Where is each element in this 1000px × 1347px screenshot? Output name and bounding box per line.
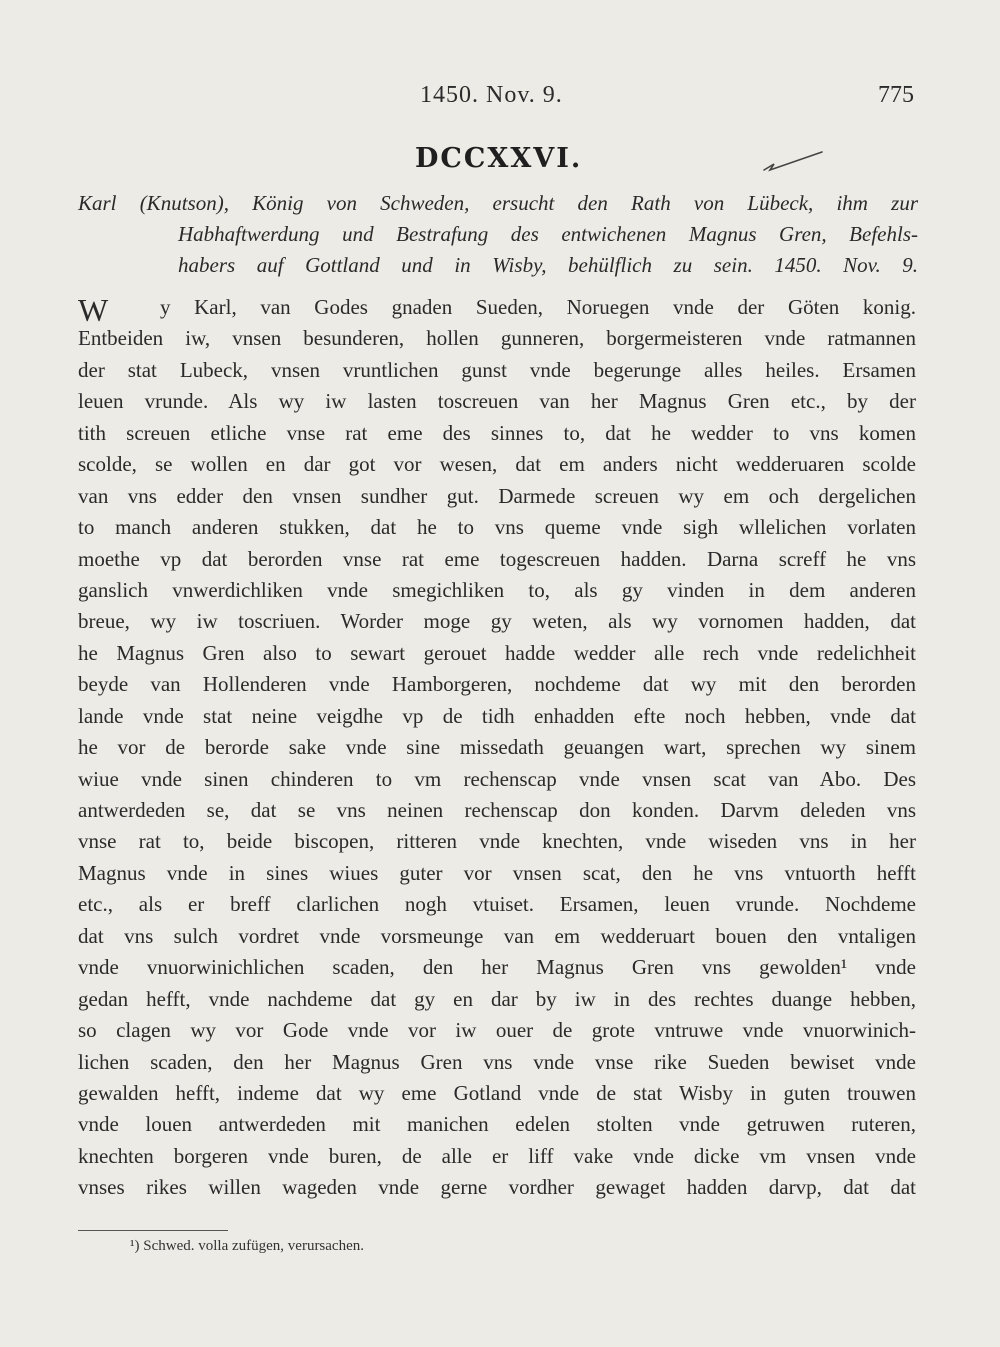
body-line: gedan hefft, vnde nachdeme dat gy en dar by iw in des rechtes duange hebben, xyxy=(78,986,916,1011)
body-line: breue, wy iw toscriuen. Worder moge gy weten, als wy vornomen hadden, dat xyxy=(78,609,916,634)
footnote: ¹) Schwed. volla zufügen, verursachen. xyxy=(130,1238,364,1254)
body-line: beyde van Hollenderen vnde Hamborgeren, nochdeme dat wy mit den berorden xyxy=(78,672,916,697)
body-line: he Magnus Gren also to sewart gerouet hadde wedder alle rech vnde redelichheit xyxy=(78,640,916,665)
summary-line: Karl (Knutson), König von Schweden, ersucht den Rath von Lübeck, ihm zur xyxy=(78,191,918,215)
body-line: ganslich vnwerdichliken vnde smegichliken to, als gy vinden in dem anderen xyxy=(78,577,916,602)
body-line: dat vns sulch vordret vnde vorsmeunge van em wedderuart bouen den vntaligen xyxy=(78,923,916,948)
document-summary xyxy=(78,188,918,281)
body-line: scolde, se wollen en dar got vor wesen, dat em anders nicht wedderuaren scolde xyxy=(78,452,916,477)
body-line: Magnus vnde in sines wiues guter vor vnsen scat, den he vns vntuorth hefft xyxy=(78,860,916,885)
body-line: y Karl, van Godes gnaden Sueden, Noruegen vnde der Göten konig. xyxy=(160,295,916,319)
body-line: vnde vnuorwinichlichen scaden, den her Magnus Gren vns gewolden¹ vnde xyxy=(78,955,916,980)
letter-body xyxy=(78,292,916,1204)
body-line: vnde louen antwerdeden mit manichen edelen stolten vnde getruwen ruteren, xyxy=(78,1112,916,1137)
body-line: tith screuen etliche vnse rat eme des sinnes to, dat he wedder to vns komen xyxy=(78,420,916,445)
body-line: lande vnde stat neine veigdhe vp de tidh enhadden efte noch hebben, vnde dat xyxy=(78,703,916,728)
body-line: etc., als er breff clarlichen nogh vtuiset. Ersamen, leuen vrunde. Nochdeme xyxy=(78,892,916,917)
body-line: gewalden hefft, indeme dat wy eme Gotland vnde de stat Wisby in guten trouwen xyxy=(78,1080,916,1105)
body-line: knechten borgeren vnde buren, de alle er liff vake vnde dicke vm vnsen vnde xyxy=(78,1143,916,1168)
body-line: leuen vrunde. Als wy iw lasten toscreuen van her Magnus Gren etc., by der xyxy=(78,389,916,414)
header-date: 1450. Nov. 9. xyxy=(420,82,563,108)
initial-letter: W xyxy=(78,292,109,328)
body-line: moethe vp dat berorden vnse rat eme togescreuen hadden. Darna screff he vns xyxy=(78,546,916,571)
footnote-divider xyxy=(78,1230,228,1231)
body-line: lichen scaden, den her Magnus Gren vns vnde vnse rike Sueden bewiset vnde xyxy=(78,1049,916,1074)
running-header xyxy=(0,82,1000,112)
body-line: he vor de berorde sake vnde sine missedath geuangen wart, sprechen wy sinem xyxy=(78,735,916,760)
body-line: der stat Lubeck, vnsen vruntlichen gunst vnde begerunge alles heiles. Ersamen xyxy=(78,357,916,382)
body-line: wiue vnde sinen chinderen to vm rechenscap vnde vnsen scat van Abo. Des xyxy=(78,766,916,791)
body-line: antwerdeden se, dat se vns neinen rechenscap don konden. Darvm deleden vns xyxy=(78,798,916,822)
pencil-check-mark-icon xyxy=(760,148,830,178)
body-line: so clagen wy vor Gode vnde vor iw ouer de grote vntruwe vnde vnuorwinich- xyxy=(78,1018,916,1043)
page-number: 775 xyxy=(878,82,914,108)
body-line: to manch anderen stukken, dat he to vns queme vnde sigh wllelichen vorlaten xyxy=(78,515,916,540)
summary-line: Habhaftwerdung und Bestrafung des entwichenen Magnus Gren, Befehls- xyxy=(178,222,918,246)
body-line: vnses rikes willen wageden vnde gerne vordher gewaget hadden darvp, dat dat xyxy=(78,1175,916,1200)
body-line: vnse rat to, beide biscopen, ritteren vnde knechten, vnde wiseden vns in her xyxy=(78,829,916,854)
document-number: DCCXXVI. xyxy=(415,143,583,174)
body-line: van vns edder den vnsen sundher gut. Darmede screuen wy em och dergelichen xyxy=(78,483,916,508)
summary-line: habers auf Gottland und in Wisby, behülflich zu sein. 1450. Nov. 9. xyxy=(178,253,918,277)
body-line: Entbeiden iw, vnsen besunderen, hollen gunneren, borgermeisteren vnde ratmannen xyxy=(78,326,916,351)
